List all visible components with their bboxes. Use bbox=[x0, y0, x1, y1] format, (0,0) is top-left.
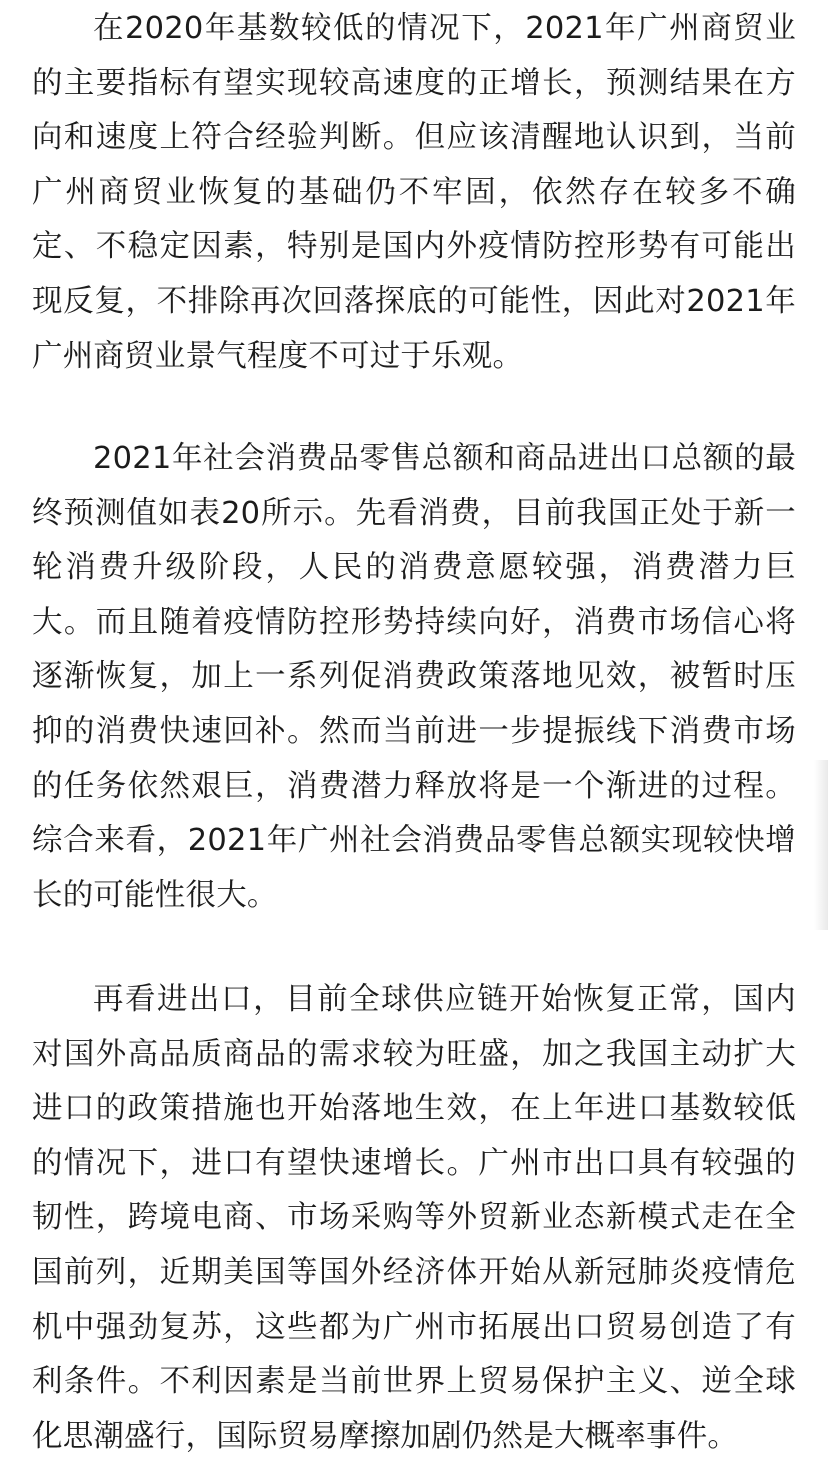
paragraph-trade-forecast: 再看进出口，目前全球供应链开始恢复正常，国内对国外高品质商品的需求较为旺盛，加之我国主动扩大进口的政策措施也开始落地生效，在上年进口基数较低的情况下，进口有望快速增长。广州市出口具有较强的韧性，跨境电商、市场采购等外贸新业态新模式走在全国前列，近期美国等国外经济体开始从新冠肺炎疫情危机中强劲复苏，这些都为广州市拓展出口贸易创造了有利条件。不利因素是当前世界上贸易保护主义、逆全球化思潮盛行，国际贸易摩擦加剧仍然是大概率事件。 bbox=[32, 982, 796, 1454]
paragraph-outlook-caution: 在2020年基数较低的情况下，2021年广州商贸业的主要指标有望实现较高速度的正增长，预测结果在方向和速度上符合经验判断。但应该清醒地认识到，当前广州商贸业恢复的基础仍不牢固，依然存在较多不确定、不稳定因素，特别是国内外疫情防控形势有可能出现反复，不排除再次回落探底的可能性，因此对2021年广州商贸业景气程度不可过于乐观。 bbox=[32, 11, 796, 374]
paragraph-consumption-forecast: 2021年社会消费品零售总额和商品进出口总额的最终预测值如表20所示。先看消费，目前我国正处于新一轮消费升级阶段，人民的消费意愿较强，消费潜力巨大。而且随着疫情防控形势持续向好，消费市场信心将逐渐恢复，加上一系列促消费政策落地见效，被暂时压抑的消费快速回补。然而当前进一步提振线下消费市场的任务依然艰巨，消费潜力释放将是一个渐进的过程。综合来看，2021年广州社会消费品零售总额实现较快增长的可能性很大。 bbox=[32, 441, 796, 913]
page-edge-shadow bbox=[814, 760, 828, 930]
